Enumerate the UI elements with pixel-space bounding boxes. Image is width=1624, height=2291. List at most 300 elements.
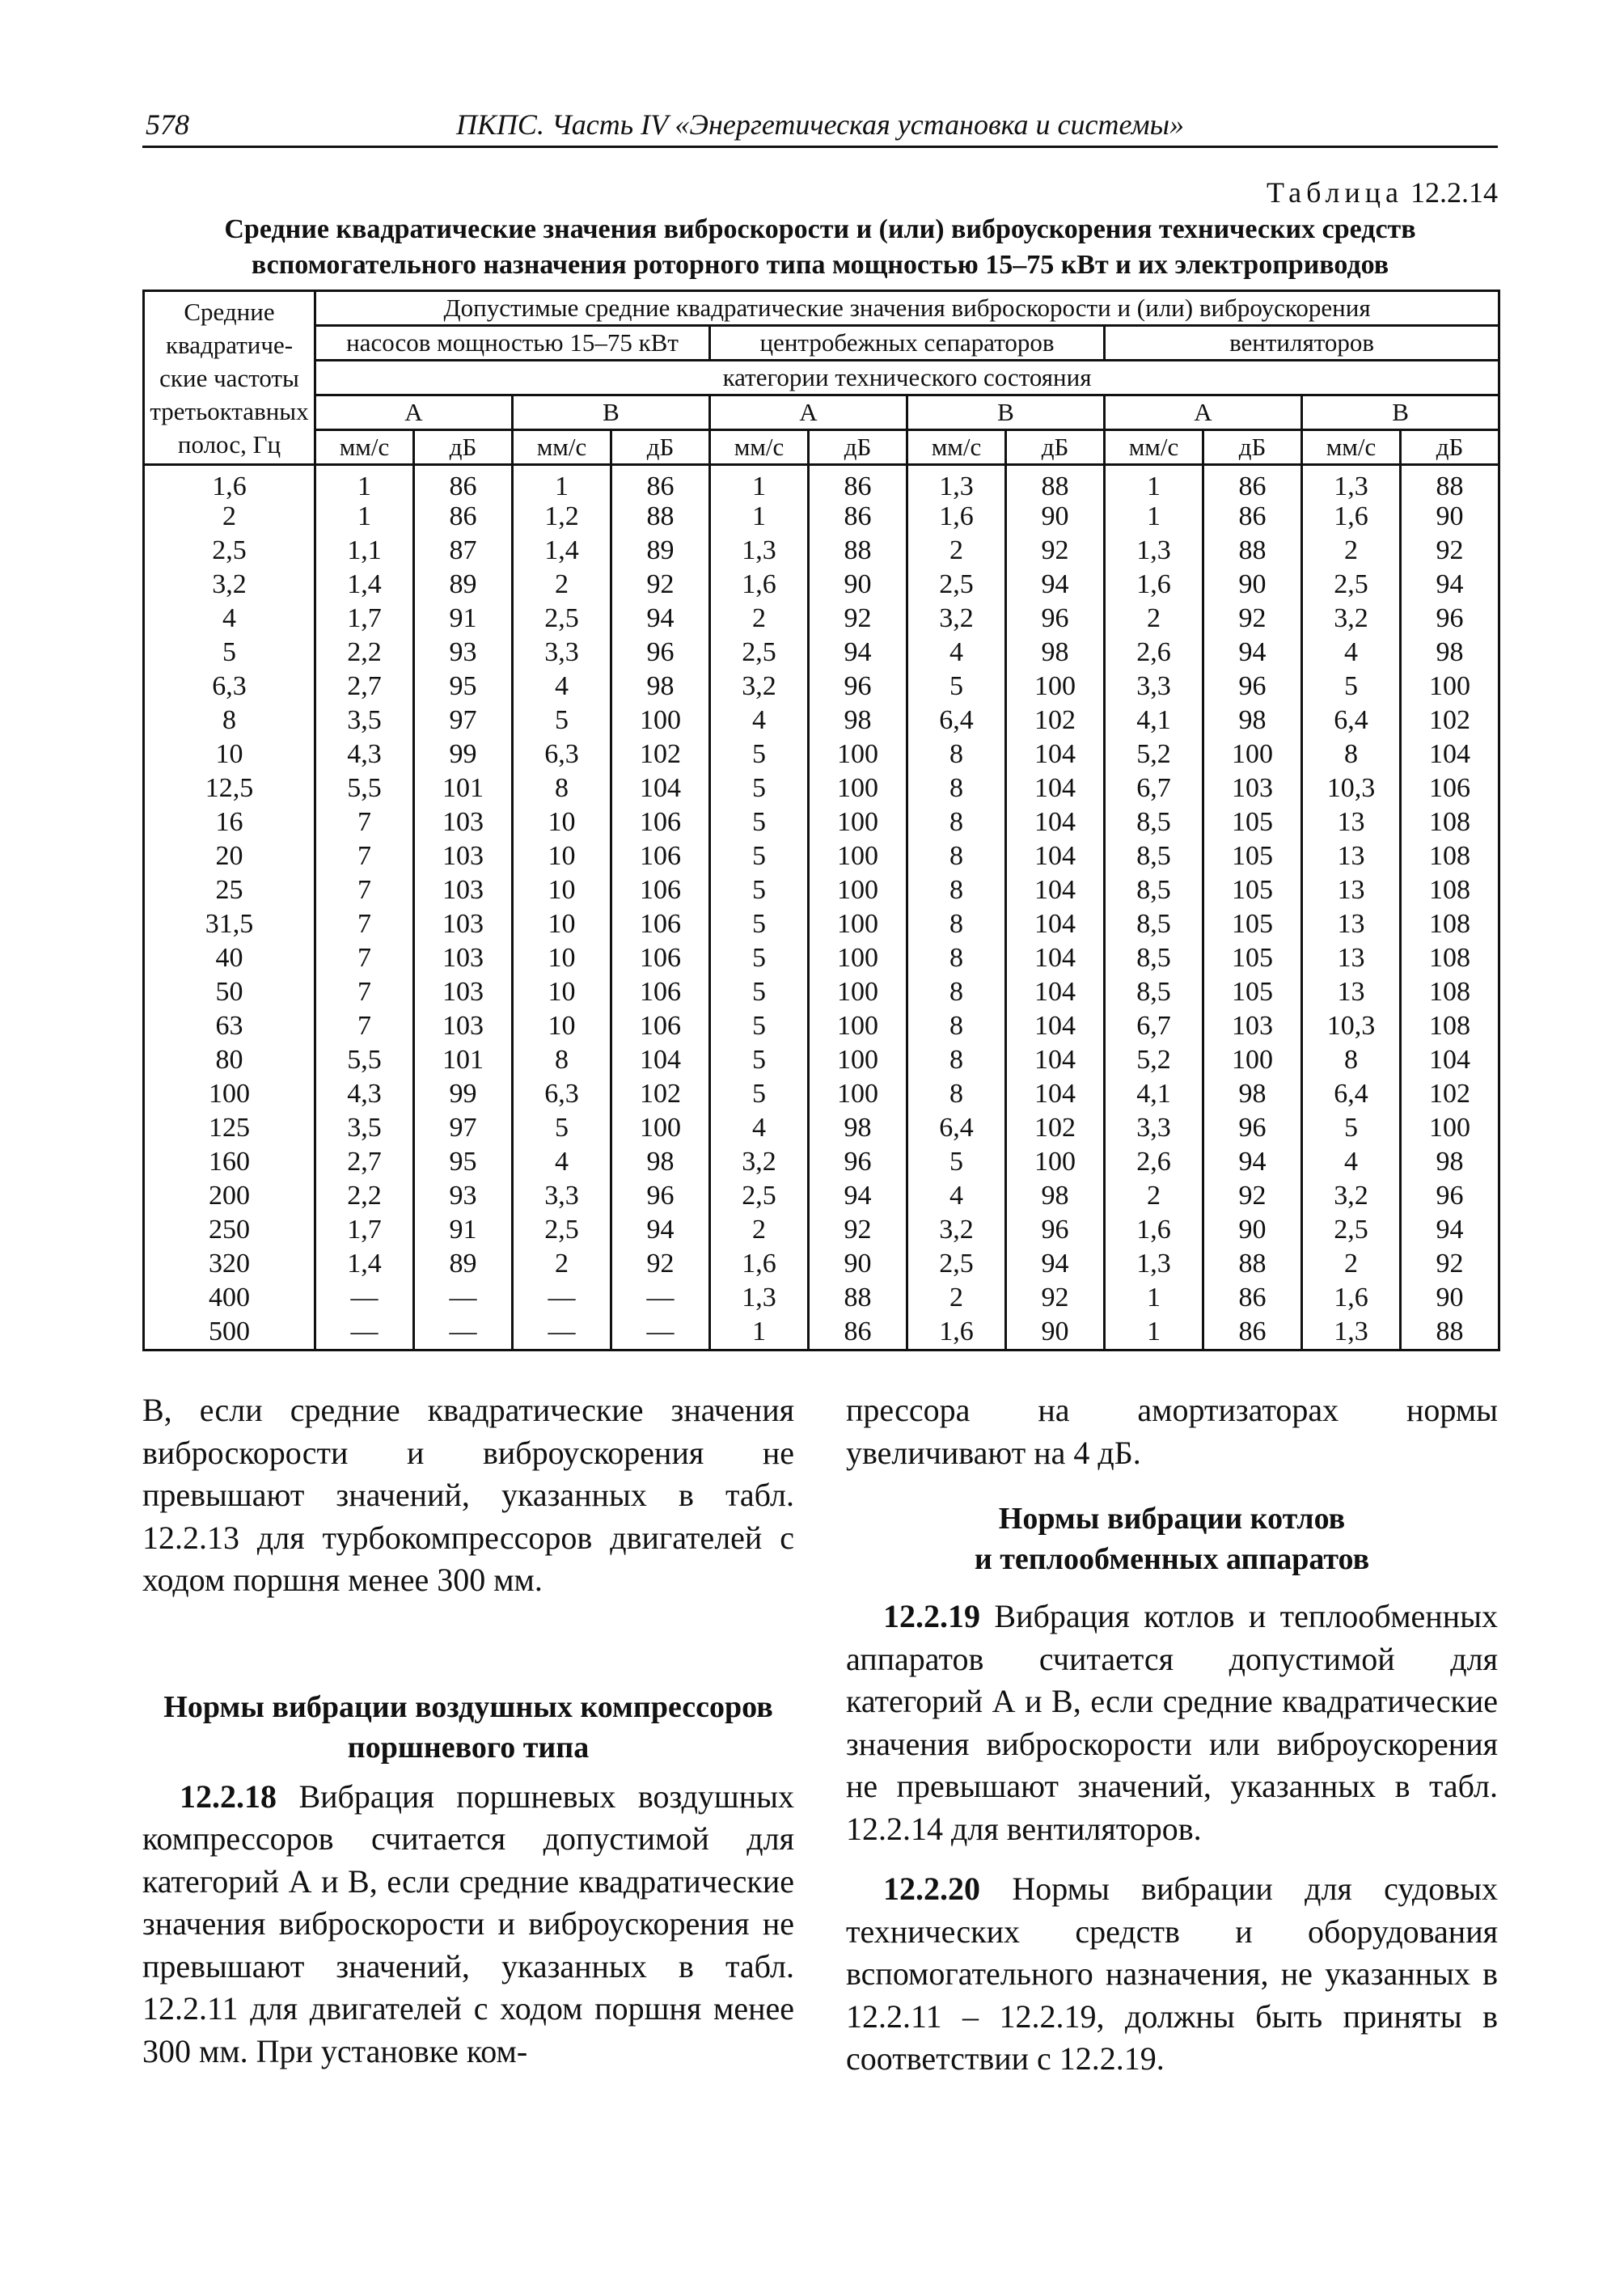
value-cell: 1,1 <box>315 534 414 568</box>
value-cell: 8 <box>513 1043 611 1077</box>
clause-text: Нормы вибрации для судовых технических средств и оборудования вспомогательного назначения, не указанных в 12.2.11 – 12.2.19, должны быть приняты в соответствии с 12.2.19. <box>846 1870 1498 2077</box>
value-cell: 2,6 <box>1105 1145 1203 1179</box>
frequency-cell: 10 <box>144 738 315 771</box>
value-cell: 1,3 <box>1105 534 1203 568</box>
table-row <box>144 1009 1499 1043</box>
value-cell: 89 <box>414 568 513 602</box>
value-cell: 2 <box>1302 1247 1401 1281</box>
value-cell: 10,3 <box>1302 771 1401 805</box>
value-cell: 94 <box>1401 1213 1499 1247</box>
frequency-cell: 2 <box>144 500 315 534</box>
value-cell: 103 <box>414 907 513 941</box>
table-row <box>144 636 1499 670</box>
value-cell: 98 <box>1401 636 1499 670</box>
frequency-cell: 160 <box>144 1145 315 1179</box>
value-cell: 8 <box>907 738 1006 771</box>
value-cell: 100 <box>809 1077 907 1111</box>
value-cell: 8 <box>907 771 1006 805</box>
value-cell: 90 <box>1401 1281 1499 1315</box>
value-cell: 2 <box>710 602 809 636</box>
value-cell: 3,2 <box>710 1145 809 1179</box>
value-cell: 10 <box>513 839 611 873</box>
value-cell: 5 <box>1302 1111 1401 1145</box>
value-cell: 98 <box>1006 1179 1105 1213</box>
value-cell: 8 <box>1302 738 1401 771</box>
value-cell: 95 <box>414 670 513 704</box>
table-row <box>144 839 1499 873</box>
unit-label: дБ <box>1203 430 1302 465</box>
value-cell: 98 <box>1006 636 1105 670</box>
value-cell: 92 <box>1203 602 1302 636</box>
value-cell: 106 <box>611 975 710 1009</box>
value-cell: 8,5 <box>1105 907 1203 941</box>
value-cell: 2 <box>710 1213 809 1247</box>
value-cell: 2,5 <box>1302 1213 1401 1247</box>
value-cell: 1 <box>710 465 809 501</box>
value-cell: 103 <box>414 975 513 1009</box>
value-cell: 6,4 <box>1302 1077 1401 1111</box>
table-title-line-1: Средние квадратические значения виброскорости и (или) виброускорения технических средств <box>224 214 1416 244</box>
value-cell: 5,5 <box>315 771 414 805</box>
category-label: А <box>315 395 513 430</box>
value-cell: 86 <box>611 465 710 501</box>
table-body <box>144 465 1499 1351</box>
value-cell: 2,5 <box>710 636 809 670</box>
value-cell: 103 <box>414 805 513 839</box>
value-cell: 8 <box>907 975 1006 1009</box>
frequency-cell: 25 <box>144 873 315 907</box>
value-cell: 4,3 <box>315 1077 414 1111</box>
value-cell: — <box>315 1315 414 1351</box>
table-row <box>144 975 1499 1009</box>
book-title: ПКПС. Часть IV «Энергетическая установка и системы» <box>456 108 1184 141</box>
value-cell: 10,3 <box>1302 1009 1401 1043</box>
value-cell: 4 <box>710 704 809 738</box>
value-cell: 86 <box>414 465 513 501</box>
value-cell: 104 <box>1006 975 1105 1009</box>
value-cell: 100 <box>809 941 907 975</box>
value-cell: 1,3 <box>710 1281 809 1315</box>
value-cell: 87 <box>414 534 513 568</box>
running-header <box>142 107 1498 148</box>
value-cell: 2,7 <box>315 670 414 704</box>
frequency-cell: 40 <box>144 941 315 975</box>
table-row <box>144 738 1499 771</box>
value-cell: 105 <box>1203 873 1302 907</box>
value-cell: 8 <box>907 1009 1006 1043</box>
category-label: В <box>907 395 1105 430</box>
value-cell: 105 <box>1203 941 1302 975</box>
value-cell: 3,3 <box>513 636 611 670</box>
value-cell: 98 <box>809 1111 907 1145</box>
frequency-cell: 200 <box>144 1179 315 1213</box>
value-cell: 96 <box>809 670 907 704</box>
value-cell: 1 <box>315 465 414 501</box>
value-cell: 88 <box>809 534 907 568</box>
value-cell: 96 <box>611 636 710 670</box>
value-cell: 4,1 <box>1105 704 1203 738</box>
value-cell: 7 <box>315 873 414 907</box>
clause-text: Вибрация поршневых воздушных компрессоров считается допустимой для категорий А и В, если средние квадратические значения виброскорости и виброускорения не превышают значений, указанных в табл. 12.2.11 для двигателей с ходом поршня менее 300 мм. При установке ком- <box>142 1777 795 2069</box>
value-cell: 1 <box>513 465 611 501</box>
value-cell: 5 <box>710 805 809 839</box>
value-cell: 90 <box>809 568 907 602</box>
value-cell: 3,3 <box>513 1179 611 1213</box>
value-cell: 3,2 <box>1302 602 1401 636</box>
value-cell: 88 <box>809 1281 907 1315</box>
value-cell: 100 <box>809 771 907 805</box>
value-cell: 2,5 <box>513 1213 611 1247</box>
value-cell: 105 <box>1203 839 1302 873</box>
value-cell: 6,4 <box>907 1111 1006 1145</box>
table-row <box>144 534 1499 568</box>
value-cell: 4 <box>907 1179 1006 1213</box>
value-cell: 5 <box>710 738 809 771</box>
value-cell: 4 <box>907 636 1006 670</box>
value-cell: 102 <box>1006 704 1105 738</box>
value-cell: 100 <box>1401 670 1499 704</box>
value-cell: 6,4 <box>1302 704 1401 738</box>
value-cell: 106 <box>611 805 710 839</box>
value-cell: 5 <box>1302 670 1401 704</box>
value-cell: 88 <box>1401 1315 1499 1351</box>
value-cell: 1,6 <box>710 568 809 602</box>
vibration-table <box>142 290 1500 1351</box>
value-cell: 100 <box>809 805 907 839</box>
value-cell: 5,5 <box>315 1043 414 1077</box>
value-cell: — <box>513 1315 611 1351</box>
value-cell: 2 <box>907 1281 1006 1315</box>
value-cell: 94 <box>1401 568 1499 602</box>
frequency-cell: 1,6 <box>144 465 315 501</box>
table-row <box>144 465 1499 501</box>
value-cell: 102 <box>1006 1111 1105 1145</box>
value-cell: 7 <box>315 805 414 839</box>
value-cell: 105 <box>1203 975 1302 1009</box>
value-cell: 8 <box>907 1077 1006 1111</box>
value-cell: 90 <box>1006 1315 1105 1351</box>
value-cell: 89 <box>414 1247 513 1281</box>
frequency-cell: 100 <box>144 1077 315 1111</box>
heading-line: Нормы вибрации воздушных компрессоров <box>163 1689 773 1724</box>
value-cell: 5 <box>710 873 809 907</box>
value-cell: 1,6 <box>907 500 1006 534</box>
value-cell: 103 <box>1203 1009 1302 1043</box>
value-cell: 5 <box>710 1009 809 1043</box>
value-cell: 91 <box>414 602 513 636</box>
value-cell: 93 <box>414 636 513 670</box>
value-cell: 104 <box>1006 941 1105 975</box>
value-cell: 108 <box>1401 805 1499 839</box>
value-cell: 108 <box>1401 907 1499 941</box>
table-number <box>1267 175 1498 210</box>
value-cell: 8 <box>1302 1043 1401 1077</box>
unit-label: мм/с <box>1105 430 1203 465</box>
table-row <box>144 1247 1499 1281</box>
value-cell: 98 <box>611 670 710 704</box>
table-row <box>144 1281 1499 1315</box>
value-cell: 104 <box>1006 1009 1105 1043</box>
value-cell: 103 <box>414 873 513 907</box>
value-cell: 5 <box>710 907 809 941</box>
value-cell: — <box>414 1315 513 1351</box>
frequency-cell: 80 <box>144 1043 315 1077</box>
value-cell: 104 <box>1006 771 1105 805</box>
value-cell: 10 <box>513 941 611 975</box>
category-label: А <box>710 395 907 430</box>
unit-label: дБ <box>414 430 513 465</box>
frequency-cell: 63 <box>144 1009 315 1043</box>
value-cell: 96 <box>809 1145 907 1179</box>
table-title-line-2: вспомогательного назначения роторного типа мощностью 15–75 кВт и их электроприводов <box>251 250 1389 280</box>
value-cell: 3,5 <box>315 704 414 738</box>
value-cell: 94 <box>611 1213 710 1247</box>
value-cell: 86 <box>414 500 513 534</box>
super-header: Допустимые средние квадратические значения виброскорости и (или) виброускорения <box>315 291 1499 326</box>
value-cell: 1 <box>315 500 414 534</box>
value-cell: 5 <box>710 941 809 975</box>
value-cell: 108 <box>1401 975 1499 1009</box>
value-cell: 4,3 <box>315 738 414 771</box>
value-cell: 104 <box>1006 1077 1105 1111</box>
value-cell: 91 <box>414 1213 513 1247</box>
table-row <box>144 1145 1499 1179</box>
value-cell: 96 <box>1006 602 1105 636</box>
value-cell: 3,5 <box>315 1111 414 1145</box>
value-cell: 94 <box>611 602 710 636</box>
value-cell: 105 <box>1203 805 1302 839</box>
value-cell: 100 <box>809 1009 907 1043</box>
clause-number: 12.2.18 <box>180 1777 277 1815</box>
value-cell: 99 <box>414 1077 513 1111</box>
value-cell: 86 <box>809 1315 907 1351</box>
value-cell: 1,6 <box>710 1247 809 1281</box>
value-cell: 1,4 <box>513 534 611 568</box>
value-cell: 5 <box>907 1145 1006 1179</box>
value-cell: 100 <box>809 907 907 941</box>
value-cell: 5 <box>710 1077 809 1111</box>
value-cell: 13 <box>1302 941 1401 975</box>
value-cell: 6,3 <box>513 738 611 771</box>
heading-line: Нормы вибрации котлов <box>998 1502 1346 1536</box>
value-cell: 1,3 <box>710 534 809 568</box>
value-cell: 92 <box>1203 1179 1302 1213</box>
value-cell: 4 <box>513 1145 611 1179</box>
value-cell: 13 <box>1302 975 1401 1009</box>
value-cell: 108 <box>1401 941 1499 975</box>
value-cell: 104 <box>611 771 710 805</box>
value-cell: 2 <box>1105 602 1203 636</box>
value-cell: 1,3 <box>1105 1247 1203 1281</box>
paragraph-12-2-19 <box>846 1596 1498 1850</box>
value-cell: 98 <box>1203 1077 1302 1111</box>
value-cell: 3,2 <box>710 670 809 704</box>
table-label: Таблица <box>1267 176 1403 209</box>
value-cell: 1 <box>1105 465 1203 501</box>
value-cell: 103 <box>414 941 513 975</box>
table-row <box>144 500 1499 534</box>
value-cell: 100 <box>809 873 907 907</box>
value-cell: 95 <box>414 1145 513 1179</box>
value-cell: 106 <box>611 941 710 975</box>
value-cell: 94 <box>809 636 907 670</box>
value-cell: 100 <box>1006 1145 1105 1179</box>
value-cell: 5 <box>710 975 809 1009</box>
heading-line: и теплообменных аппаратов <box>974 1542 1370 1576</box>
value-cell: 7 <box>315 941 414 975</box>
value-cell: 104 <box>1006 873 1105 907</box>
value-cell: 8 <box>907 907 1006 941</box>
value-cell: 8,5 <box>1105 941 1203 975</box>
value-cell: 10 <box>513 975 611 1009</box>
value-cell: 3,2 <box>907 1213 1006 1247</box>
value-cell: 1,6 <box>1302 500 1401 534</box>
left-column <box>142 1389 794 2073</box>
value-cell: 5 <box>710 839 809 873</box>
value-cell: 2,2 <box>315 636 414 670</box>
value-cell: — <box>611 1315 710 1351</box>
group-header-fans: вентиляторов <box>1105 326 1499 361</box>
section-heading-boilers <box>846 1498 1498 1579</box>
clause-text: Вибрация котлов и теплообменных аппаратов считается допустимой для категорий А и В, если средние квадратические значения виброскорости или виброускорения не превышают значений, указанных в табл. 12.2.14 для вентиляторов. <box>846 1598 1498 1847</box>
heading-line: поршневого типа <box>347 1730 590 1765</box>
frequency-cell: 4 <box>144 602 315 636</box>
value-cell: 92 <box>809 1213 907 1247</box>
paragraph-12-2-20 <box>846 1868 1498 2081</box>
table-row <box>144 1179 1499 1213</box>
stub-header: Средние квадратиче-ские частоты третьоктавных полос, Гц <box>144 291 315 465</box>
value-cell: 104 <box>1006 805 1105 839</box>
value-cell: 106 <box>1401 771 1499 805</box>
value-cell: 100 <box>1006 670 1105 704</box>
value-cell: 1,3 <box>1302 1315 1401 1351</box>
value-cell: 94 <box>1203 636 1302 670</box>
value-cell: 97 <box>414 1111 513 1145</box>
frequency-cell: 500 <box>144 1315 315 1351</box>
value-cell: 101 <box>414 771 513 805</box>
value-cell: 88 <box>1203 1247 1302 1281</box>
category-label: А <box>1105 395 1302 430</box>
value-cell: 1,4 <box>315 568 414 602</box>
frequency-cell: 16 <box>144 805 315 839</box>
value-cell: 86 <box>1203 1281 1302 1315</box>
table-row <box>144 1213 1499 1247</box>
value-cell: 7 <box>315 907 414 941</box>
value-cell: 103 <box>414 839 513 873</box>
value-cell: 90 <box>1006 500 1105 534</box>
value-cell: 94 <box>1203 1145 1302 1179</box>
value-cell: — <box>315 1281 414 1315</box>
value-cell: 10 <box>513 1009 611 1043</box>
value-cell: 96 <box>1203 1111 1302 1145</box>
value-cell: 103 <box>1203 771 1302 805</box>
category-label: В <box>1302 395 1499 430</box>
clause-number: 12.2.19 <box>883 1598 980 1634</box>
frequency-cell: 20 <box>144 839 315 873</box>
frequency-cell: 12,5 <box>144 771 315 805</box>
value-cell: 104 <box>1401 738 1499 771</box>
value-cell: 5,2 <box>1105 738 1203 771</box>
frequency-cell: 320 <box>144 1247 315 1281</box>
value-cell: 108 <box>1401 873 1499 907</box>
table-row <box>144 771 1499 805</box>
table-row <box>144 873 1499 907</box>
value-cell: 104 <box>1006 738 1105 771</box>
value-cell: 98 <box>611 1145 710 1179</box>
value-cell: 92 <box>1006 1281 1105 1315</box>
frequency-cell: 31,5 <box>144 907 315 941</box>
value-cell: 1,2 <box>513 500 611 534</box>
paragraph-12-2-18 <box>142 1776 794 2073</box>
value-cell: 13 <box>1302 839 1401 873</box>
value-cell: 5 <box>710 1043 809 1077</box>
value-cell: 88 <box>1401 465 1499 501</box>
value-cell: 108 <box>1401 1009 1499 1043</box>
value-cell: 10 <box>513 805 611 839</box>
value-cell: 86 <box>1203 465 1302 501</box>
value-cell: 102 <box>611 1077 710 1111</box>
category-header: категории технического состояния <box>315 361 1499 395</box>
value-cell: 90 <box>1203 568 1302 602</box>
continued-paragraph: прессора на амортизаторах нормы увеличивают на 4 дБ. <box>846 1392 1498 1471</box>
value-cell: 106 <box>611 839 710 873</box>
table-row <box>144 1077 1499 1111</box>
value-cell: 5 <box>907 670 1006 704</box>
value-cell: 101 <box>414 1043 513 1077</box>
unit-label: дБ <box>1006 430 1105 465</box>
table-row <box>144 805 1499 839</box>
value-cell: 8 <box>907 1043 1006 1077</box>
value-cell: 2,5 <box>710 1179 809 1213</box>
value-cell: 13 <box>1302 873 1401 907</box>
value-cell: 106 <box>611 873 710 907</box>
clause-number: 12.2.20 <box>883 1870 980 1907</box>
table-title <box>142 212 1498 283</box>
value-cell: 5,2 <box>1105 1043 1203 1077</box>
value-cell: 89 <box>611 534 710 568</box>
value-cell: 100 <box>809 738 907 771</box>
value-cell: 8 <box>513 771 611 805</box>
value-cell: 99 <box>414 738 513 771</box>
value-cell: 97 <box>414 704 513 738</box>
unit-label: мм/с <box>710 430 809 465</box>
value-cell: 93 <box>414 1179 513 1213</box>
value-cell: 105 <box>1203 907 1302 941</box>
right-column <box>846 1389 1498 2081</box>
value-cell: 94 <box>809 1179 907 1213</box>
value-cell: 2,7 <box>315 1145 414 1179</box>
value-cell: 8 <box>907 839 1006 873</box>
value-cell: 6,4 <box>907 704 1006 738</box>
value-cell: 96 <box>1203 670 1302 704</box>
value-cell: 94 <box>1006 1247 1105 1281</box>
value-cell: 2 <box>513 568 611 602</box>
frequency-cell: 400 <box>144 1281 315 1315</box>
value-cell: 103 <box>414 1009 513 1043</box>
value-cell: 86 <box>809 500 907 534</box>
value-cell: 106 <box>611 1009 710 1043</box>
table-number-value: 12.2.14 <box>1410 176 1498 209</box>
table-row <box>144 907 1499 941</box>
value-cell: 92 <box>1401 534 1499 568</box>
value-cell: 5 <box>513 704 611 738</box>
value-cell: 1,3 <box>907 465 1006 501</box>
group-header-pumps: насосов мощностью 15–75 кВт <box>315 326 710 361</box>
value-cell: 1,4 <box>315 1247 414 1281</box>
value-cell: 8,5 <box>1105 839 1203 873</box>
value-cell: 96 <box>1006 1213 1105 1247</box>
value-cell: 1 <box>1105 1281 1203 1315</box>
